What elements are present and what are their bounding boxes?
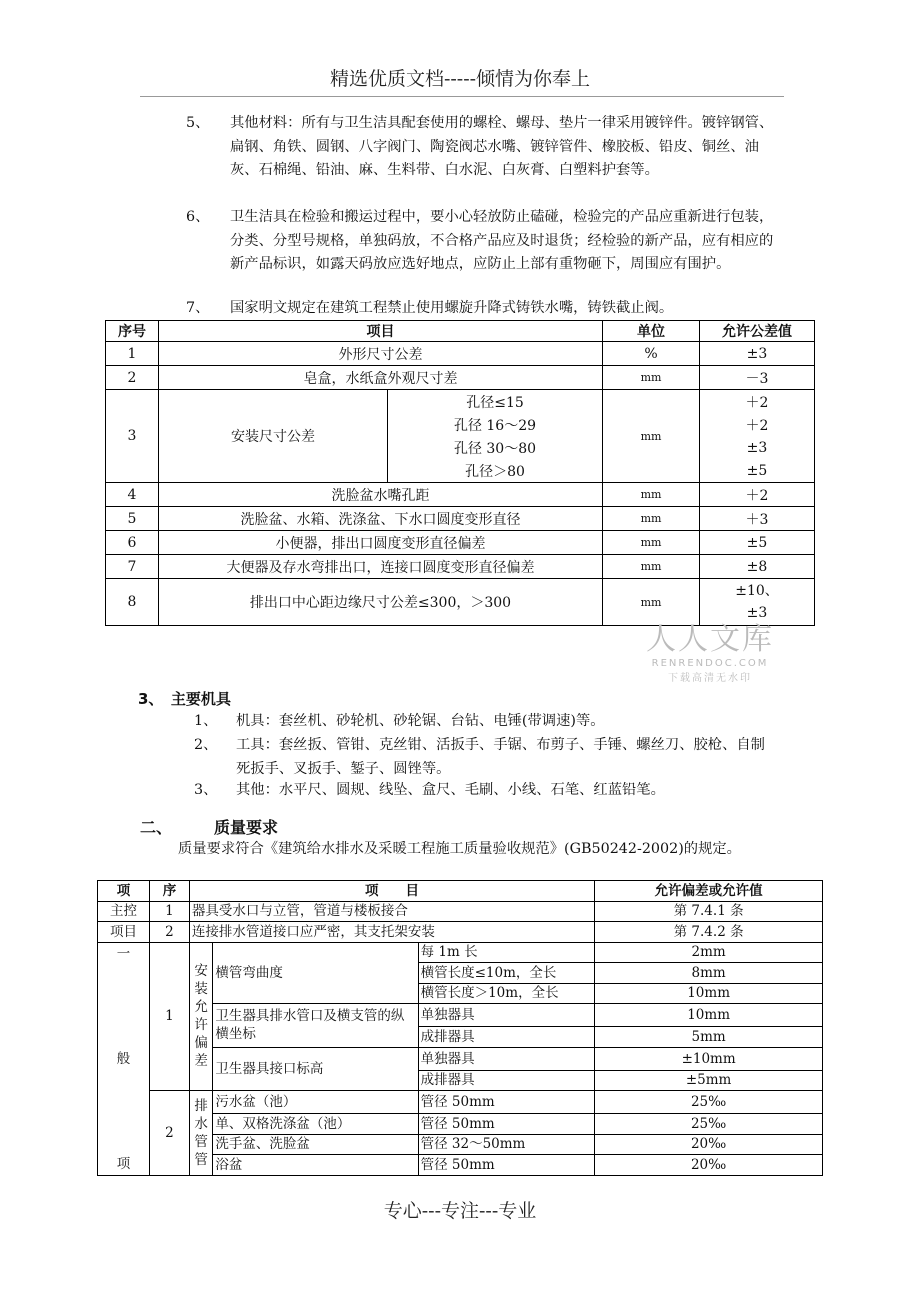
row-value: 第 7.4.2 条 [595,922,823,943]
row-item: 小便器，排出口圆度变形直径偏差 [159,531,603,555]
header-cell: 序号 [106,321,159,342]
row-item: 大便器及存水弯排出口，连接口圆度变形直径偏差 [159,555,603,579]
category-char: 一 [116,945,131,962]
item-text: 工具：套丝扳、管钳、克丝钳、活扳手、手锯、布剪子、手锤、螺丝刀、胶枪、自制死扳手、叉扳手、錾子、圆锉等。 [236,737,765,777]
row-number: 6 [106,531,159,555]
category-label: 主控 [98,901,150,922]
row-number: 2 [106,366,159,390]
row-value: ±3 [700,342,815,366]
table-header-row [106,321,815,342]
row-sub: 孔径 16～29 [388,413,603,436]
item-text: 卫生洁具在检验和搬运过程中，要小心轻放防止磕碰，检验完的产品应重新进行包装，分类、分型号规格，单独码放，不合格产品应及时退货；经检验的新产品，应有相应的新产品标识，如露天码放应选好地点，应防止上部有重物砸下，周围应有围护。 [230,209,774,272]
row-item: 器具受水口与立管，管道与楼板接合 [189,901,594,922]
table-row [106,555,815,579]
row-sub: 管径 50mm [418,1155,595,1176]
header-divider [140,96,784,97]
row-value: ＋3 [700,507,815,531]
section-text: 质量要求符合《建筑给水排水及采暖工程施工质量验收规范》(GB50242-2002)的规定。 [178,841,741,857]
row-unit: % [603,342,700,366]
row-number: 5 [106,507,159,531]
row-value: 10mm [595,1004,823,1027]
row-value: ±5 [700,531,815,555]
header-cell: 项目 [159,321,603,342]
row-value: 25‰ [595,1091,823,1114]
table-row [98,1091,823,1114]
item-number: 7、 [186,300,210,316]
row-sub: 孔径＞80 [388,459,603,483]
row-item: 连接排水管道接口应严密，其支托架安装 [189,922,594,943]
vertical-char: 装 [194,981,208,998]
category-char: 般 [116,1050,131,1067]
row-item: 横管弯曲度 [213,942,418,1004]
row-number: 1 [150,942,190,1091]
row-unit: mm [603,531,700,555]
watermark-site: RENRENDOC.COM [651,658,769,669]
vertical-char: 许 [194,1017,208,1034]
header-cell: 允许公差值 [700,321,815,342]
item-number: 5、 [186,115,210,131]
item-text: 国家明文规定在建筑工程禁止使用螺旋升降式铸铁水嘴，铸铁截止阀。 [230,300,674,316]
row-number: 2 [150,922,190,943]
header-cell: 单位 [603,321,700,342]
row-unit: mm [603,579,700,626]
vertical-char: 管 [194,1133,208,1150]
row-value: ＋2 [700,413,815,436]
row-number: 7 [106,555,159,579]
row-value: 5mm [595,1027,823,1048]
vertical-label [189,1091,212,1176]
item-number: 1、 [194,713,218,729]
row-sub: 管径 50mm [418,1091,595,1114]
row-value: ±10mm [595,1047,823,1070]
table-row [106,366,815,390]
table-row [106,390,815,414]
tolerance-table [105,320,815,626]
row-item: 皂盒，水纸盒外观尺寸差 [159,366,603,390]
row-number: 8 [106,579,159,626]
row-unit: mm [603,507,700,531]
page-footer: 专心---专注---专业 [383,1200,537,1222]
category-label: 项目 [98,922,150,943]
row-number: 3 [106,390,159,483]
table-row [106,531,815,555]
row-unit: mm [603,483,700,507]
item-number: 6、 [186,209,210,225]
row-value: 第 7.4.1 条 [595,901,823,922]
watermark-slogan: 下载高清无水印 [668,673,752,684]
vertical-char: 允 [194,999,208,1016]
row-sub: 每 1m 长 [418,942,595,963]
item-text: 机具：套丝机、砂轮机、砂轮锯、台钻、电锤(带调速)等。 [236,713,605,729]
item-text: 其他：水平尺、圆规、线坠、盒尺、毛刷、小线、石笔、红蓝铅笔。 [236,782,665,798]
row-number: 2 [150,1091,190,1176]
item-text: 其他材料：所有与卫生洁具配套使用的螺栓、螺母、垫片一律采用镀锌件。镀锌钢管、扁钢、角铁、圆钢、八字阀门、陶瓷阀芯水嘴、镀锌管件、橡胶板、铅皮、铜丝、油灰、石棉绳、铅油、麻、生料带、白水泥、白灰膏、白塑料护套等。 [230,115,774,178]
row-value: 10mm [595,983,823,1004]
item-number: 3、 [194,782,218,798]
row-sub: 成排器具 [418,1070,595,1091]
table-row [98,942,823,963]
row-value: 20‰ [595,1134,823,1155]
row-item: 污水盆（池） [213,1091,418,1114]
row-item: 单、双格洗涤盆（池） [213,1114,418,1135]
row-number: 4 [106,483,159,507]
row-value: 2mm [595,942,823,963]
page-header: 精选优质文档-----倾情为你奉上 [329,68,591,90]
row-sub: 横管长度≤10m，全长 [418,963,595,984]
table-row [98,901,823,922]
row-sub: 管径 50mm [418,1114,595,1135]
row-unit: mm [603,366,700,390]
row-sub: 单独器具 [418,1004,595,1027]
row-item: 排出口中心距边缘尺寸公差≤300，＞300 [159,579,603,626]
row-unit: mm [603,390,700,483]
row-number: 1 [150,901,190,922]
header-cell: 项 [98,881,150,902]
quality-table [97,880,823,1176]
vertical-char: 偏 [194,1035,208,1052]
row-sub: 单独器具 [418,1047,595,1070]
row-value: －3 [700,366,815,390]
row-item: 洗脸盆水嘴孔距 [159,483,603,507]
row-sub: 孔径≤15 [388,390,603,414]
row-value: ±3 [700,436,815,459]
row-item: 洗脸盆、水箱、洗涤盆、下水口圆度变形直径 [159,507,603,531]
row-unit: mm [603,555,700,579]
row-item: 外形尺寸公差 [159,342,603,366]
row-value: ±8 [700,555,815,579]
header-cell: 项 目 [189,881,594,902]
row-value: 8mm [595,963,823,984]
table-row [98,922,823,943]
table-row [106,342,815,366]
vertical-label [189,942,212,1091]
section-number: 二、 [140,818,173,837]
row-item: 浴盆 [213,1155,418,1176]
header-cell: 序 [150,881,190,902]
table-row [106,483,815,507]
vertical-char: 差 [194,1053,208,1070]
watermark-logo-text: 人人文库 [646,622,774,657]
row-value-line: ±10、 [735,583,779,599]
section-heading: 质量要求 [214,818,279,837]
table-row [106,507,815,531]
vertical-char: 水 [194,1115,208,1132]
row-sub: 孔径 30～80 [388,436,603,459]
row-value: 25‰ [595,1114,823,1135]
vertical-char: 安 [194,963,208,980]
row-value: ±5mm [595,1070,823,1091]
item-number: 2、 [194,737,218,753]
vertical-char: 排 [194,1097,208,1114]
category-char: 项 [116,1155,131,1172]
row-value: ＋2 [700,390,815,414]
row-item: 洗手盆、洗脸盆 [213,1134,418,1155]
row-sub: 管径 32～50mm [418,1134,595,1155]
category-label [98,942,150,1175]
row-number: 1 [106,342,159,366]
row-sub: 成排器具 [418,1027,595,1048]
row-item: 卫生器具接口标高 [213,1047,418,1091]
vertical-char: 管 [194,1151,208,1168]
watermark [640,614,780,684]
row-item: 安装尺寸公差 [159,390,388,483]
row-sub: 横管长度＞10m，全长 [418,983,595,1004]
row-value: ＋2 [700,483,815,507]
row-value: ±5 [700,459,815,483]
table-header-row [98,881,823,902]
row-value: 20‰ [595,1155,823,1176]
section-heading: 3、 主要机具 [138,690,231,708]
row-value-line: ±3 [746,605,768,621]
header-cell: 允许偏差或允许值 [595,881,823,902]
row-item: 卫生器具排水管口及横支管的纵横坐标 [213,1004,418,1048]
